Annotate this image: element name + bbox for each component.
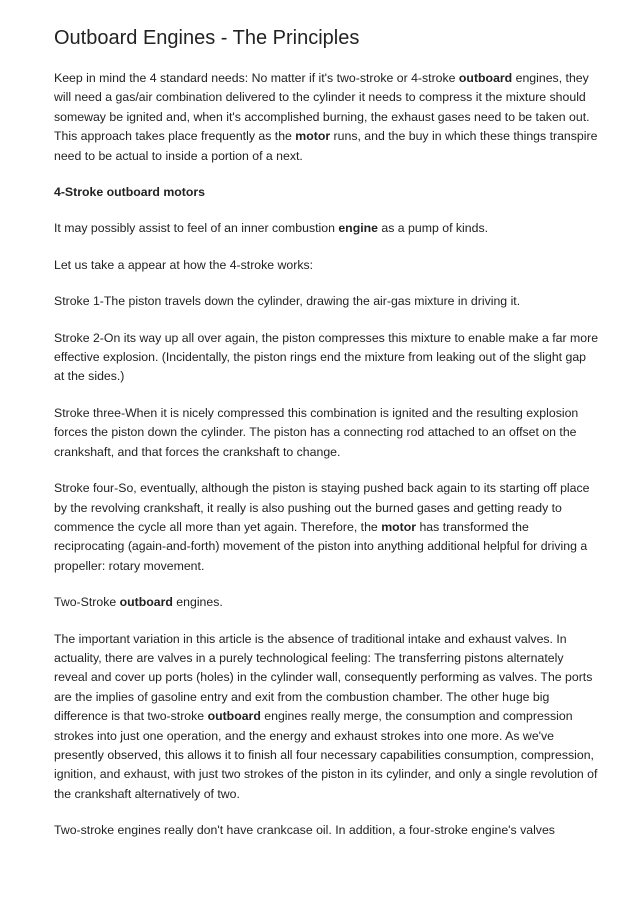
document-body bbox=[54, 24, 599, 858]
text-run: Two-Stroke bbox=[54, 595, 120, 610]
paragraph-list bbox=[54, 69, 599, 841]
text-run: Stroke 2-On its way up all over again, the piston compresses this mixture to enable make a far more effective explosion. (Incidentally, the piston rings end the mixture from leaking out of the slight gap at the sides.) bbox=[54, 330, 599, 384]
text-run: Stroke three-When it is nicely compressed this combination is ignited and the resulting explosion forces the piston down the cylinder. The piston has a connecting rod attached to an offset on the crankshaft, and that forces the crankshaft to change. bbox=[54, 405, 579, 459]
paragraph bbox=[54, 630, 599, 805]
bold-text: outboard bbox=[458, 71, 513, 85]
bold-text: motor bbox=[295, 129, 331, 144]
bold-text: outboard bbox=[119, 595, 173, 610]
text-run: has transformed the reciprocating (again-and-forth) movement of the piston into anything additional helpful for driving a propeller: rotary movement. bbox=[54, 519, 588, 573]
text-run: Two-stroke engines really don't have crankcase oil. In addition, a four-stroke engine's valves bbox=[54, 823, 555, 838]
text-run: Stroke four-So, eventually, although the piston is staying pushed back again to its starting off place by the revolving crankshaft, it really is also pushing out the burned gases and getting ready to commence the cycle all more than yet again. Therefore, the bbox=[54, 481, 590, 534]
text-run: engines really merge, the consumption and compression strokes into just one operation, and the energy and exhaust strokes into one more. As we've presently observed, this allows it to finish all four necessary capabilities consumption, compression, ignition, and exhaust, with just two strokes of the piston in its cylinder, and only a single revolution of the crankshaft alternatively of two. bbox=[54, 709, 598, 801]
paragraph bbox=[54, 593, 599, 612]
text-run: runs, and the buy in which these things transpire need to be actual to inside a portion of a next. bbox=[54, 129, 598, 163]
paragraph bbox=[54, 183, 599, 202]
paragraph bbox=[54, 479, 599, 576]
bold-text: 4-Stroke outboard motors bbox=[54, 185, 205, 200]
bold-text: engine bbox=[338, 221, 378, 236]
paragraph bbox=[54, 404, 599, 462]
bold-text: motor bbox=[381, 519, 417, 534]
paragraph bbox=[54, 292, 599, 311]
paragraph bbox=[54, 821, 599, 840]
text-run: It may possibly assist to feel of an inner combustion bbox=[54, 221, 339, 236]
text-run: as a pump of kinds. bbox=[377, 221, 489, 236]
text-run: The important variation in this article is the absence of traditional intake and exhaust valves. In actuality, there are valves in a purely technological feeling: The transferring pistons alternately reveal and cover up ports (holes) in the cylinder wall, consequently performing as valves. The ports are the implies of gasoline entry and exit from the combustion chamber. The other huge big difference is that two-stroke bbox=[54, 631, 593, 724]
page-title: Outboard Engines - The Principles bbox=[54, 27, 360, 49]
text-run: engines. bbox=[172, 595, 223, 610]
paragraph bbox=[54, 329, 599, 387]
text-run: Let us take a appear at how the 4-stroke works: bbox=[54, 257, 314, 272]
bold-text: outboard bbox=[207, 709, 261, 724]
text-run: Stroke 1-The piston travels down the cylinder, drawing the air-gas mixture in driving it. bbox=[54, 294, 521, 309]
paragraph bbox=[54, 69, 599, 166]
text-run: Keep in mind the 4 standard needs: No matter if it's two-stroke or 4-stroke bbox=[54, 71, 459, 85]
text-run: engines, they will need a gas/air combination delivered to the cylinder it needs to compress it the mixture should someway be ignited and, when it's accomplished burning, the exhaust gases need to be taken out. This approach takes place frequently as the bbox=[54, 71, 590, 144]
paragraph bbox=[54, 219, 599, 238]
paragraph bbox=[54, 256, 599, 275]
